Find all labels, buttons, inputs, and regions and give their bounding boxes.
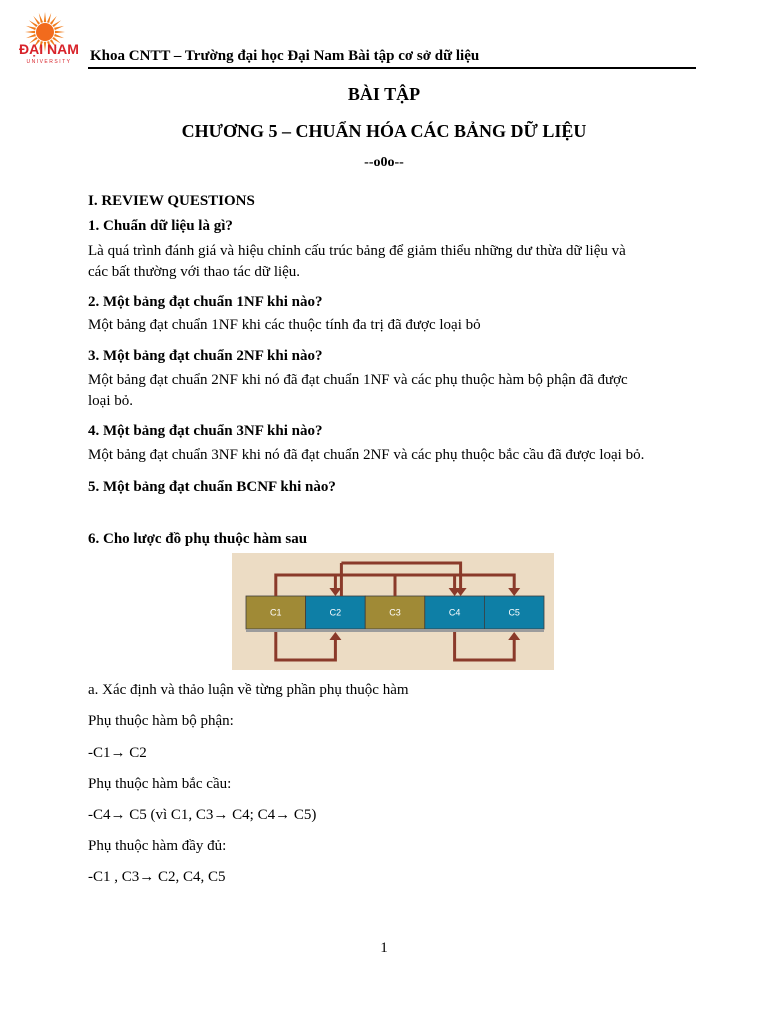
question-5-heading: 5. Một bảng đạt chuẩn BCNF khi nào? (88, 479, 336, 495)
header-text: Khoa CNTT – Trường đại học Đại Nam Bài tập cơ sở dữ liệu (90, 48, 480, 64)
question-1-answer-line-2: các bất thường với thao tác dữ liệu. (88, 264, 301, 280)
column-c5-label: C5 (508, 607, 520, 618)
header-divider (88, 67, 696, 69)
dependency-diagram-svg (232, 553, 554, 670)
diagram-shadow (246, 629, 544, 632)
part-a-text: a. Xác định và thảo luận về từng phần phụ thuộc hàm (88, 682, 409, 698)
page-number: 1 (380, 940, 388, 956)
question-2-answer-line-1: Một bảng đạt chuẩn 1NF khi các thuộc tính đa trị đã được loại bỏ (88, 317, 481, 333)
sun-logo-icon (8, 10, 90, 66)
full-dependency-value: -C1 , C3→ C2, C4, C5 (88, 869, 226, 885)
column-c3-label: C3 (389, 607, 401, 618)
question-1-answer-line-1: Là quá trình đánh giá và hiệu chỉnh cấu trúc bảng để giảm thiểu những dư thừa dữ liệu và (88, 243, 626, 259)
chapter-title: CHƯƠNG 5 – CHUẨN HÓA CÁC BẢNG DỮ LIỆU (181, 121, 587, 141)
question-6-heading: 6. Cho lược đồ phụ thuộc hàm sau (88, 531, 308, 547)
page-title: BÀI TẬP (347, 84, 421, 104)
section-heading: I. REVIEW QUESTIONS (88, 193, 255, 209)
transitive-dependency-label: Phụ thuộc hàm bắc cầu: (88, 776, 232, 792)
question-3-answer-line-1: Một bảng đạt chuẩn 2NF khi nó đã đạt chuẩn 1NF và các phụ thuộc hàm bộ phận đã được (88, 372, 628, 388)
dependency-diagram (232, 553, 554, 670)
question-1-heading: 1. Chuẩn dữ liệu là gì? (88, 218, 233, 234)
question-4-heading: 4. Một bảng đạt chuẩn 3NF khi nào? (88, 423, 323, 439)
question-3-heading: 3. Một bảng đạt chuẩn 2NF khi nào? (88, 348, 323, 364)
partial-dependency-value: -C1→ C2 (88, 745, 147, 761)
column-c1-label: C1 (270, 607, 282, 618)
column-c4-label: C4 (448, 607, 461, 618)
partial-dependency-label: Phụ thuộc hàm bộ phận: (88, 713, 234, 729)
logo-text: ĐẠI NAM (19, 41, 79, 57)
question-2-heading: 2. Một bảng đạt chuẩn 1NF khi nào? (88, 294, 323, 310)
question-3-answer-line-2: loại bỏ. (88, 393, 133, 409)
logo-subtext: UNIVERSITY (26, 59, 72, 65)
full-dependency-label: Phụ thuộc hàm đầy đủ: (88, 838, 227, 854)
question-4-answer-line-1: Một bảng đạt chuẩn 3NF khi nó đã đạt chuẩn 2NF và các phụ thuộc bắc cầu đã được loại bỏ. (88, 447, 645, 463)
transitive-dependency-value: -C4→ C5 (vì C1, C3→ C4; C4→ C5) (88, 807, 317, 823)
column-c2-label: C2 (329, 607, 342, 618)
university-logo (8, 10, 90, 66)
title-ornament: --o0o-- (364, 155, 404, 170)
